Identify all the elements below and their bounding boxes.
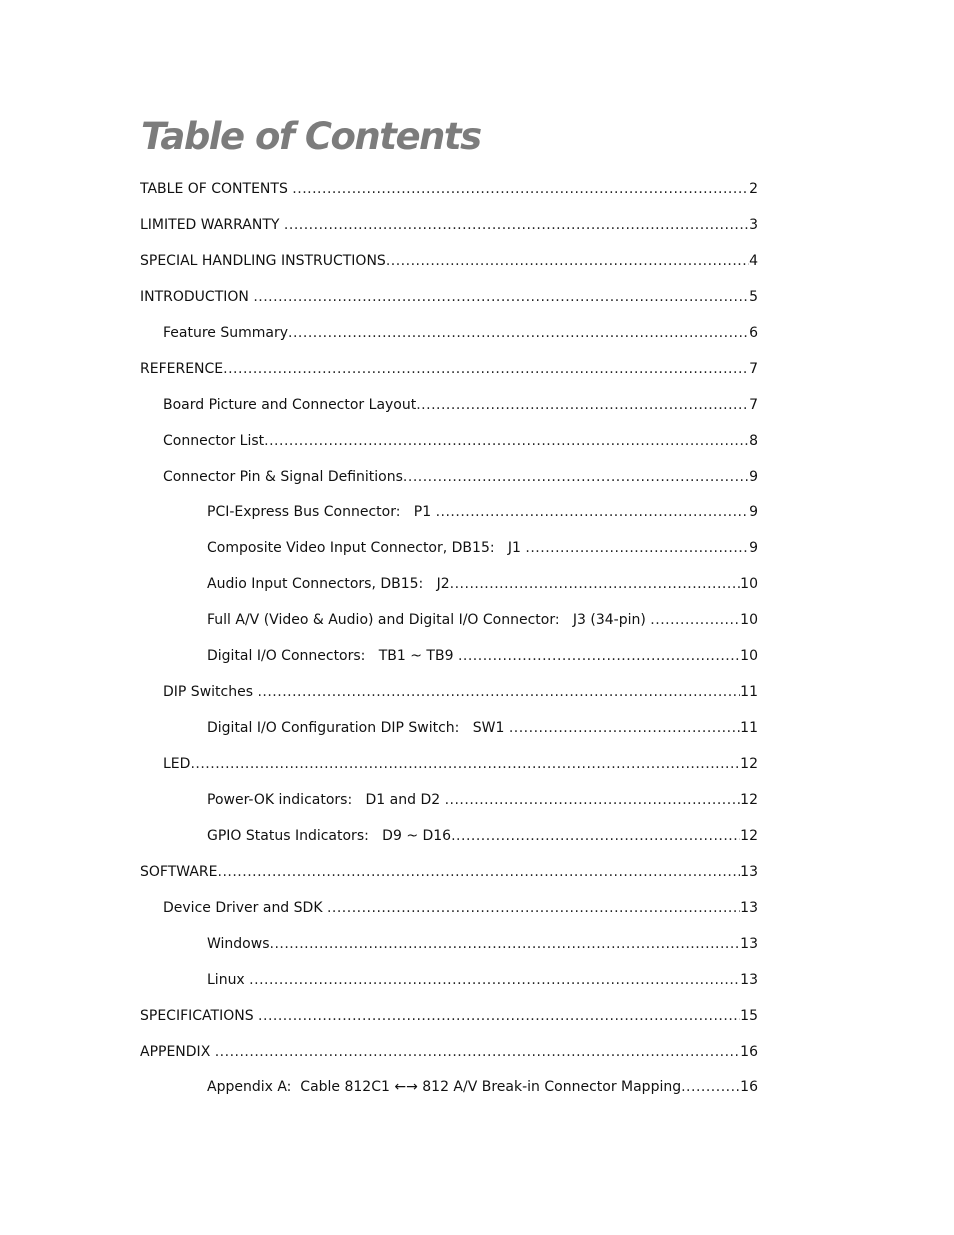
- toc-entry-label: Digital I/O Configuration DIP Switch: SW1: [207, 720, 509, 737]
- toc-entry[interactable]: [140, 783, 758, 819]
- toc-entry[interactable]: [140, 567, 758, 603]
- toc-page-number: 16: [740, 1043, 758, 1060]
- toc-page-number: 12: [740, 756, 758, 772]
- toc-page-number: 9: [749, 468, 758, 485]
- toc-page-number: 12: [740, 827, 758, 844]
- toc-dot-leader: [258, 999, 740, 1035]
- toc-dot-leader: [270, 927, 741, 963]
- toc-entry[interactable]: [140, 388, 758, 424]
- toc-entry-label: Power-OK indicators: D1 and D2: [207, 791, 445, 808]
- toc-dot-leader: [386, 244, 749, 280]
- toc-page-number: 13: [740, 935, 758, 952]
- toc-dot-leader: [288, 316, 749, 352]
- toc-dot-leader: [650, 603, 740, 639]
- toc-dot-leader: [445, 783, 741, 819]
- toc-dot-leader: [284, 208, 749, 244]
- toc-page-number: 2: [749, 181, 758, 197]
- toc-page-number: 10: [740, 576, 758, 593]
- toc-entry-label: Device Driver and SDK: [163, 899, 327, 916]
- toc-entry-label: Linux: [207, 971, 250, 988]
- toc-entry-label: INTRODUCTION: [140, 288, 254, 305]
- toc-entry[interactable]: [140, 495, 758, 531]
- toc-dot-leader: [292, 172, 749, 208]
- toc-dot-leader: [451, 819, 740, 855]
- toc-dot-leader: [253, 280, 749, 316]
- toc-page-number: 13: [740, 863, 758, 880]
- toc-dot-leader: [327, 891, 740, 927]
- toc-entry[interactable]: [140, 639, 758, 675]
- toc-entry-label: REFERENCE: [140, 360, 224, 377]
- toc-page-number: 13: [740, 899, 758, 916]
- toc-entry[interactable]: [140, 891, 758, 927]
- toc-entry-label: SOFTWARE: [140, 863, 218, 880]
- toc-dot-leader: [525, 531, 749, 567]
- toc-entry[interactable]: [140, 819, 758, 855]
- toc-entry-label: LED: [163, 756, 191, 772]
- toc-entry-label: LIMITED WARRANTY: [140, 216, 284, 233]
- page-title: Table of Contents: [141, 115, 481, 158]
- toc-dot-leader: [416, 388, 749, 424]
- toc-page-number: 4: [749, 252, 758, 269]
- toc-dot-leader: [223, 352, 749, 388]
- toc-entry[interactable]: [140, 963, 758, 999]
- toc-entry[interactable]: [140, 1035, 758, 1071]
- toc-entry-label: Digital I/O Connectors: TB1 ~ TB9: [207, 648, 458, 665]
- toc-page-number: 8: [749, 432, 758, 449]
- toc-page-number: 3: [749, 216, 758, 233]
- toc-list: [140, 172, 758, 1106]
- toc-entry[interactable]: [140, 927, 758, 963]
- toc-dot-leader: [450, 567, 741, 603]
- toc-page-number: 7: [749, 360, 758, 377]
- toc-dot-leader: [257, 675, 740, 711]
- toc-page-number: 15: [740, 1007, 758, 1024]
- toc-entry[interactable]: [140, 460, 758, 496]
- toc-dot-leader: [264, 424, 749, 460]
- toc-page-number: 9: [749, 504, 758, 521]
- toc-entry-label: TABLE OF CONTENTS: [140, 181, 293, 197]
- toc-page-number: 11: [740, 684, 758, 701]
- toc-entry[interactable]: [140, 675, 758, 711]
- toc-dot-leader: [681, 1070, 740, 1106]
- toc-entry-label: Connector List: [163, 432, 265, 449]
- toc-entry-label: GPIO Status Indicators: D9 ~ D16: [207, 827, 452, 844]
- toc-entry[interactable]: [140, 603, 758, 639]
- toc-entry-label: Board Picture and Connector Layout: [163, 396, 417, 413]
- toc-entry-label: Composite Video Input Connector, DB15: J1: [207, 540, 526, 557]
- toc-page-number: 16: [740, 1079, 758, 1096]
- toc-entry[interactable]: [140, 747, 758, 783]
- toc-page-number: 13: [740, 971, 758, 988]
- toc-dot-leader: [218, 855, 741, 891]
- toc-entry[interactable]: [140, 352, 758, 388]
- toc-page-number: 12: [740, 791, 758, 808]
- toc-entry-label: Connector Pin & Signal Definitions: [163, 468, 403, 485]
- toc-entry-label: APPENDIX: [140, 1043, 215, 1060]
- toc-page-number: 7: [749, 396, 758, 413]
- toc-entry[interactable]: [140, 208, 758, 244]
- toc-entry-label: Full A/V (Video & Audio) and Digital I/O Connector: J3 (34-pin): [207, 612, 651, 629]
- toc-page-number: 9: [749, 540, 758, 557]
- toc-entry-label: Appendix A: Cable 812C1 ←→ 812 A/V Break-in Connector Mapping: [207, 1079, 682, 1096]
- toc-entry[interactable]: [140, 424, 758, 460]
- toc-page-number: 5: [749, 288, 758, 305]
- toc-dot-leader: [215, 1035, 740, 1071]
- toc-page-number: 10: [740, 648, 758, 665]
- toc-entry-label: Feature Summary: [163, 324, 289, 341]
- toc-entry-label: Windows: [207, 935, 270, 952]
- toc-entry-label: PCI-Express Bus Connector: P1: [207, 504, 436, 521]
- toc-entry[interactable]: [140, 531, 758, 567]
- toc-dot-leader: [403, 460, 749, 496]
- toc-entry[interactable]: [140, 244, 758, 280]
- toc-page-number: 6: [749, 324, 758, 341]
- toc-dot-leader: [249, 963, 740, 999]
- toc-dot-leader: [436, 495, 750, 531]
- toc-entry-label: Audio Input Connectors, DB15: J2: [207, 576, 450, 593]
- toc-entry[interactable]: [140, 1070, 758, 1106]
- toc-page-number: 11: [740, 720, 758, 737]
- toc-entry-label: SPECIAL HANDLING INSTRUCTIONS: [140, 252, 386, 269]
- toc-entry[interactable]: [140, 280, 758, 316]
- toc-dot-leader: [190, 747, 740, 783]
- toc-entry-label: SPECIFICATIONS: [140, 1007, 259, 1024]
- toc-dot-leader: [509, 711, 740, 747]
- toc-entry[interactable]: [140, 999, 758, 1035]
- toc-entry[interactable]: [140, 711, 758, 747]
- toc-entry[interactable]: [140, 172, 758, 208]
- toc-entry[interactable]: [140, 316, 758, 352]
- toc-page-number: 10: [740, 612, 758, 629]
- toc-entry[interactable]: [140, 855, 758, 891]
- toc-entry-label: DIP Switches: [163, 684, 258, 701]
- toc-dot-leader: [458, 639, 740, 675]
